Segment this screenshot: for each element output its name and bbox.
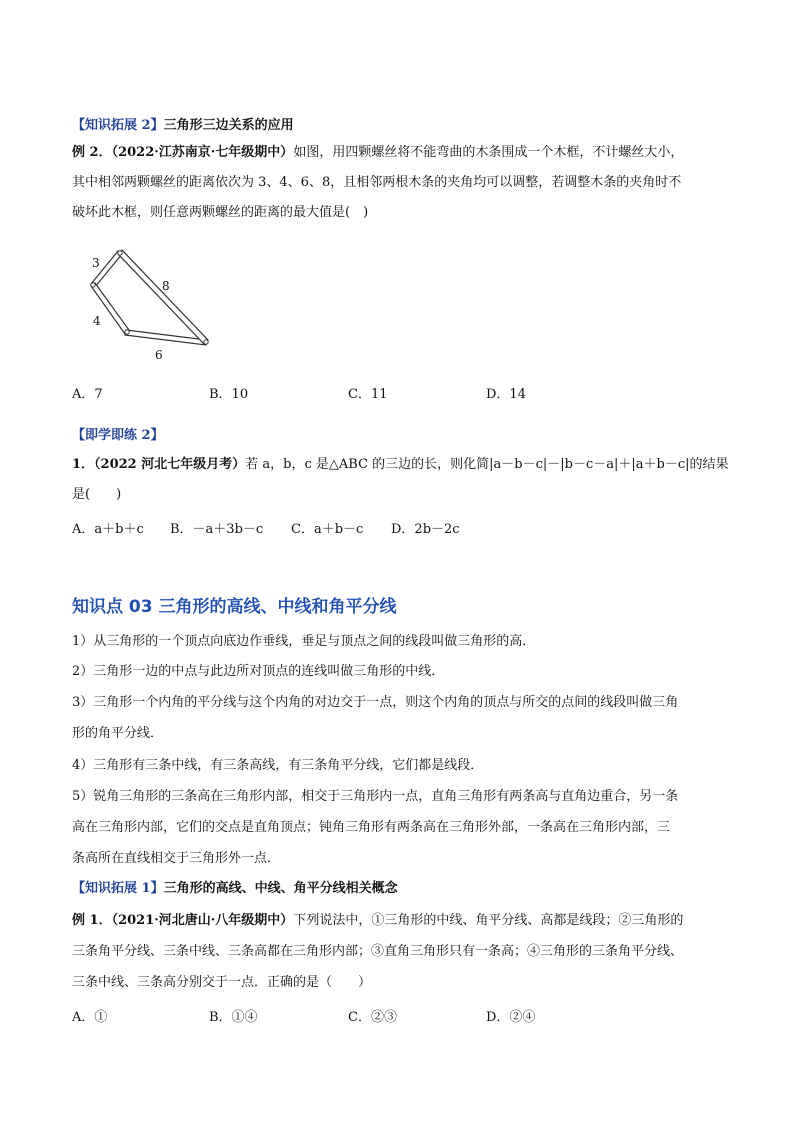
point-3-line-1: 3）三角形一个内角的平分线与这个内角的对边交于一点，则这个内角的顶点与所交的点间的线段叫做三角 bbox=[72, 695, 679, 710]
option-a[interactable]: A．7 bbox=[72, 387, 103, 402]
point-1: 1）从三角形的一个顶点向底边作垂线，垂足与顶点之间的线段叫做三角形的高． bbox=[72, 634, 536, 649]
example-label: 例 2． bbox=[72, 145, 112, 160]
section-title: 三角形三边关系的应用 bbox=[163, 118, 294, 133]
question-text: 若 a，b，c 是△ABC 的三边的长，则化简|a－b－c|－|b－c－a|＋|a＋b－c|的结果 bbox=[245, 457, 729, 472]
screw-top bbox=[118, 251, 122, 255]
option-b[interactable]: B．－a＋3b－c bbox=[170, 522, 264, 537]
label-6: 6 bbox=[155, 348, 163, 362]
point-5-line-1: 5）锐角三角形的三条高在三角形内部，相交于三角形内一点，直角三角形有两条高与直角边重合，另一条 bbox=[72, 789, 679, 804]
example-2-line-1 bbox=[72, 144, 683, 162]
option-d[interactable]: D．2b－2c bbox=[391, 522, 460, 537]
point-3-line-2: 形的角平分线． bbox=[72, 726, 164, 741]
section-tag: 【知识拓展 2】 bbox=[72, 118, 164, 133]
option-b[interactable]: B．①④ bbox=[209, 1010, 258, 1025]
option-d[interactable]: D．14 bbox=[486, 387, 526, 402]
knowledge-point-heading: 知识点 03 三角形的高线、中线和角平分线 bbox=[72, 597, 397, 617]
point-5-line-2: 高在三角形内部，它们的交点是直角顶点；钝角三角形有两条高在三角形外部，一条高在三角形内部，三 bbox=[72, 820, 671, 835]
option-b[interactable]: B．10 bbox=[209, 387, 249, 402]
question-1-line-2: 是( ) bbox=[72, 487, 122, 502]
question-label: 1． bbox=[72, 457, 95, 472]
section-tag: 【知识拓展 1】 bbox=[72, 881, 164, 896]
example-2-line-2: 其中相邻两颗螺丝的距离依次为 3、4、6、8，且相邻两根木条的夹角均可以调整，若调整木条的夹角时不 bbox=[72, 175, 682, 190]
section-header-extension-2 bbox=[72, 117, 294, 135]
label-4: 4 bbox=[93, 314, 101, 328]
question-1-line-1 bbox=[72, 456, 728, 474]
example-text: 下列说法中，①三角形的中线、角平分线、高都是线段；②三角形的 bbox=[293, 913, 684, 928]
section-title: 三角形的高线、中线、角平分线相关概念 bbox=[163, 881, 398, 896]
example-1-line-2: 三条角平分线、三条中线、三条高都在三角形内部；③直角三角形只有一条高；④三角形的三条角平分线、 bbox=[72, 944, 684, 959]
example-1-line-3: 三条中线、三条高分别交于一点．正确的是（ ） bbox=[72, 975, 372, 990]
frame-bars bbox=[91, 250, 208, 345]
wooden-frame-figure bbox=[80, 245, 220, 365]
point-5-line-3: 条高所在直线相交于三角形外一点． bbox=[72, 851, 281, 866]
section-tag: 【即学即练 2】 bbox=[72, 428, 164, 443]
screw-left bbox=[91, 283, 95, 287]
section-header-extension-1 bbox=[72, 880, 398, 898]
point-4: 4）三角形有三条中线，有三条高线，有三条角平分线，它们都是线段． bbox=[72, 758, 484, 773]
option-c[interactable]: C．②③ bbox=[348, 1010, 397, 1025]
option-a[interactable]: A．① bbox=[72, 1010, 108, 1025]
option-d[interactable]: D．②④ bbox=[486, 1010, 536, 1025]
example-text: 如图，用四颗螺丝将不能弯曲的木条围成一个木框，不计螺丝大小， bbox=[293, 145, 684, 160]
example-source: （2021·河北唐山·八年级期中） bbox=[111, 913, 294, 928]
screw-bottom-left bbox=[125, 330, 129, 334]
section-header-practice-2 bbox=[72, 427, 164, 445]
option-c[interactable]: C．a＋b－c bbox=[291, 522, 364, 537]
option-a[interactable]: A．a＋b＋c bbox=[72, 522, 144, 537]
label-3: 3 bbox=[92, 256, 100, 270]
example-1-line-1 bbox=[72, 912, 683, 930]
example-2-line-3: 破坏此木框，则任意两颗螺丝的距离的最大值是( ) bbox=[72, 205, 369, 220]
question-source: （2022 河北七年级月考） bbox=[94, 457, 246, 472]
option-c[interactable]: C．11 bbox=[348, 387, 388, 402]
label-8: 8 bbox=[162, 279, 170, 293]
example-source: （2022·江苏南京·七年级期中） bbox=[111, 145, 294, 160]
example-label: 例 1． bbox=[72, 913, 112, 928]
screw-bottom-right bbox=[204, 340, 208, 344]
point-2: 2）三角形一边的中点与此边所对顶点的连线叫做三角形的中线． bbox=[72, 664, 445, 679]
